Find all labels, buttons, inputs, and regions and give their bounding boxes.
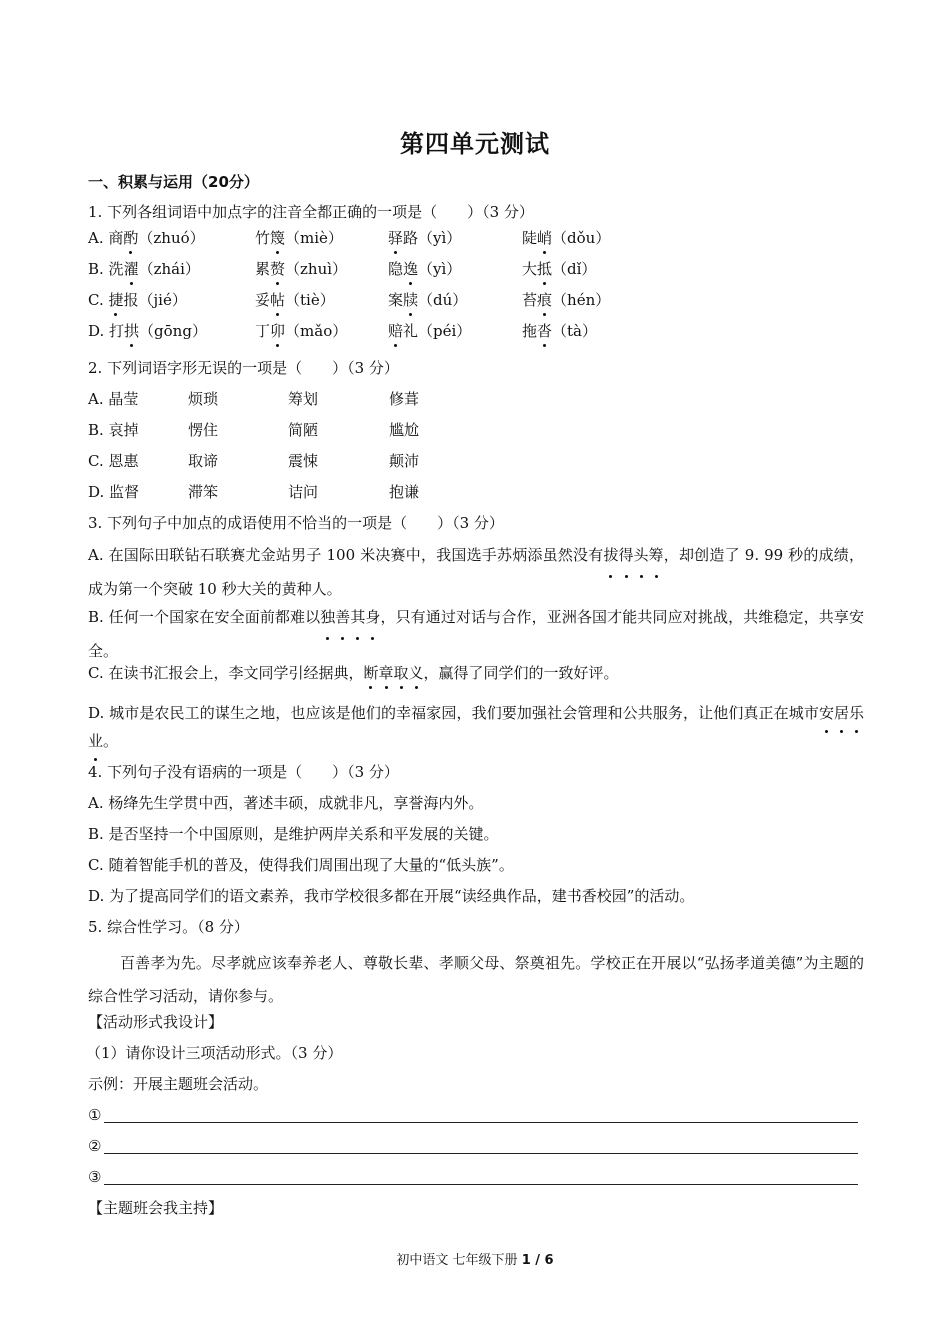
pinyin-item: C. 捷报（jié）: [88, 291, 187, 309]
host-heading: 【主题班会我主持】: [88, 1199, 224, 1217]
answer-blank-3[interactable]: ③: [88, 1167, 858, 1187]
pinyin-item: D. 打拱（gōng）: [88, 322, 207, 340]
word-item: 尴尬: [389, 421, 420, 439]
word-item: 滞笨: [188, 483, 219, 501]
word-item: 诘问: [288, 483, 319, 501]
question-3-option-b: B. 任何一个国家在安全面前都难以独善其身，只有通过对话与合作，亚洲各国才能共同应对挑战，共维稳定，共享安全。: [88, 600, 864, 668]
question-4-option: C. 随着智能手机的普及，使得我们周围出现了大量的“低头族”。: [88, 856, 514, 874]
word-item: 修葺: [389, 390, 420, 408]
question-4-option: A. 杨绛先生学贯中西，著述丰硕，成就非凡，享誉海内外。: [88, 794, 484, 812]
example-text: 示例：开展主题班会活动。: [88, 1075, 269, 1093]
question-1-stem: 1. 下列各组词语中加点字的注音全都正确的一项是（ ）（3 分）: [88, 203, 534, 221]
dotted-char: 赔: [388, 322, 404, 340]
pinyin-item: 大抵（dǐ）: [522, 260, 597, 278]
activity-heading: 【活动形式我设计】: [88, 1013, 224, 1031]
pinyin-item: 陡峭（dǒu）: [522, 229, 611, 247]
word-item: 取谛: [188, 452, 219, 470]
pinyin-item: 赔礼（péi）: [388, 322, 472, 340]
dotted-char: 濯: [123, 260, 139, 278]
answer-blank-1[interactable]: ①: [88, 1105, 858, 1125]
dotted-idiom: 独善其身: [320, 608, 380, 626]
dotted-char: 逸: [403, 260, 419, 278]
dotted-idiom: 拔得头筹: [603, 546, 663, 564]
sub-question-1: （1）请你设计三项活动形式。（3 分）: [86, 1044, 343, 1062]
pinyin-item: 拖沓（tà）: [522, 322, 598, 340]
word-item: 抱谦: [389, 483, 420, 501]
page-footer: 初中语文 七年级下册 1 / 6: [396, 1253, 554, 1268]
word-item: C. 恩惠: [88, 452, 139, 470]
dotted-char: 驿: [388, 229, 404, 247]
dotted-idiom: 断章取义: [363, 664, 424, 682]
dotted-char: 拱: [124, 322, 140, 340]
pinyin-item: A. 商酌（zhuó）: [88, 229, 205, 247]
pinyin-item: 苔痕（hén）: [522, 291, 611, 309]
question-4-stem: 4. 下列句子没有语病的一项是（ ）（3 分）: [88, 763, 399, 781]
word-item: 颠沛: [389, 452, 420, 470]
dotted-idiom: 安居乐业: [88, 704, 864, 750]
section-heading: 一、积累与运用（20分）: [88, 173, 259, 191]
page-title: 第四单元测试: [400, 130, 550, 158]
question-3-option-a: A. 在国际田联钻石联赛尤金站男子 100 米决赛中，我国选手苏炳添虽然没有拔得头筹，却创造了 9. 99 秒的成绩，成为第一个突破 10 秒大关的黄种人。: [88, 538, 864, 606]
question-5-stem: 5. 综合性学习。（8 分）: [88, 918, 249, 936]
dotted-char: 牍: [403, 291, 419, 309]
word-item: D. 监督: [88, 483, 140, 501]
question-4-option: B. 是否坚持一个中国原则，是维护两岸关系和平发展的关键。: [88, 825, 499, 843]
pinyin-item: 累赘（zhuì）: [255, 260, 348, 278]
dotted-char: 帖: [270, 291, 286, 309]
pinyin-item: 竹篾（miè）: [255, 229, 343, 247]
pinyin-item: 隐逸（yì）: [388, 260, 462, 278]
question-3-option-c: C. 在读书汇报会上，李文同学引经据典，断章取义，赢得了同学们的一致好评。: [88, 664, 619, 682]
question-3-option-d: D. 城市是农民工的谋生之地，也应该是他们的幸福家园，我们要加强社会管理和公共服务，让他们真正在城市安居乐业。: [88, 699, 864, 755]
word-item: 烦琐: [188, 390, 219, 408]
answer-blank-2[interactable]: ②: [88, 1136, 858, 1156]
question-4-option: D. 为了提高同学们的语文素养，我市学校很多都在开展“读经典作品，建书香校园”的活动。: [88, 887, 695, 905]
question-5-intro: 百善孝为先。尽孝就应该奉养老人、尊敬长辈、孝顺父母、祭奠祖先。学校正在开展以“弘扬孝道美德”为主题的综合性学习活动，请你参与。: [88, 954, 864, 1005]
pinyin-item: 驿路（yì）: [388, 229, 462, 247]
dotted-char: 赘: [270, 260, 286, 278]
dotted-char: 卯: [270, 322, 286, 340]
word-item: 震悚: [288, 452, 319, 470]
question-2-stem: 2. 下列词语字形无误的一项是（ ）（3 分）: [88, 359, 399, 377]
pinyin-item: B. 洗濯（zhái）: [88, 260, 200, 278]
dotted-char: 峭: [537, 229, 553, 247]
page-number: 1 / 6: [521, 1253, 554, 1268]
dotted-char: 抵: [537, 260, 553, 278]
dotted-char: 篾: [270, 229, 286, 247]
pinyin-item: 案牍（dú）: [388, 291, 468, 309]
word-item: 筹划: [288, 390, 319, 408]
question-3-stem: 3. 下列句子中加点的成语使用不恰当的一项是（ ）（3 分）: [88, 514, 504, 532]
word-item: 愣住: [188, 421, 219, 439]
dotted-char: 痕: [537, 291, 553, 309]
word-item: A. 晶莹: [88, 390, 139, 408]
dotted-char: 捷: [108, 291, 124, 309]
pinyin-item: 丁卯（mǎo）: [255, 322, 348, 340]
dotted-char: 沓: [537, 322, 553, 340]
word-item: 简陋: [288, 421, 319, 439]
pinyin-item: 妥帖（tiè）: [255, 291, 335, 309]
dotted-char: 酌: [123, 229, 139, 247]
word-item: B. 哀掉: [88, 421, 139, 439]
